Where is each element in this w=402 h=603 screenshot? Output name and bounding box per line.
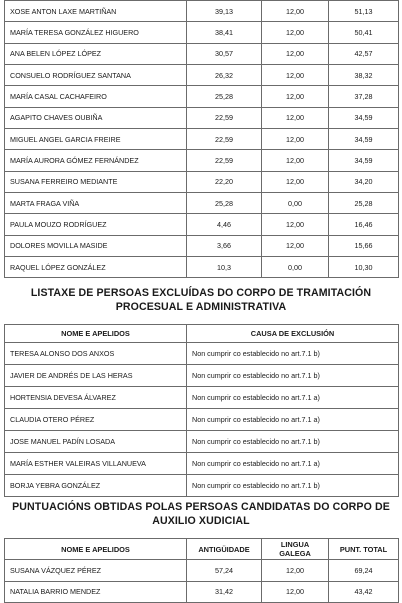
lingua-galega-value: 12,00 — [262, 235, 329, 256]
header-antiguidade: ANTIGÜIDADE — [187, 539, 262, 560]
candidate-name: MARÍA CASAL CACHAFEIRO — [5, 86, 187, 107]
scores-table-auxilio — [4, 538, 399, 603]
table-row — [5, 581, 399, 603]
lingua-galega-value: 12,00 — [262, 150, 329, 171]
exclusion-cause: Non cumprir co establecido no art.7.1 a) — [187, 387, 399, 409]
lingua-galega-value: 12,00 — [262, 129, 329, 150]
table-row — [5, 235, 399, 256]
antiguidade-value: 22,59 — [187, 107, 262, 128]
excluded-section-heading: LISTAXE DE PERSOAS EXCLUÍDAS DO CORPO DE TRAMITACIÓN PROCESUAL E ADMINISTRATIVA — [30, 287, 372, 313]
antiguidade-value: 22,59 — [187, 129, 262, 150]
excluded-table — [4, 324, 399, 497]
antiguidade-value: 4,46 — [187, 214, 262, 235]
antiguidade-value: 39,13 — [187, 1, 262, 22]
total-score-value: 38,32 — [329, 65, 399, 86]
table-row — [5, 1, 399, 22]
lingua-galega-value: 12,00 — [262, 560, 329, 582]
total-score-value: 50,41 — [329, 22, 399, 43]
lingua-galega-value: 12,00 — [262, 43, 329, 64]
table-row — [5, 431, 399, 453]
candidate-name: XOSE ANTON LAXE MARTIÑAN — [5, 1, 187, 22]
table-row — [5, 107, 399, 128]
table-row — [5, 129, 399, 150]
header-name: NOME E APELIDOS — [5, 325, 187, 343]
table-row — [5, 343, 399, 365]
lingua-galega-value: 12,00 — [262, 1, 329, 22]
candidate-name: MARÍA AURORA GÓMEZ FERNÁNDEZ — [5, 150, 187, 171]
antiguidade-value: 38,41 — [187, 22, 262, 43]
exclusion-cause: Non cumprir co establecido no art.7.1 a) — [187, 453, 399, 475]
total-score-value: 69,24 — [329, 560, 399, 582]
exclusion-cause: Non cumprir co establecido no art.7.1 b) — [187, 431, 399, 453]
table-row — [5, 560, 399, 582]
excluded-name: JOSE MANUEL PADÍN LOSADA — [5, 431, 187, 453]
candidate-name: MIGUEL ANGEL GARCIA FREIRE — [5, 129, 187, 150]
exclusion-cause: Non cumprir co establecido no art.7.1 b) — [187, 475, 399, 497]
total-score-value: 42,57 — [329, 43, 399, 64]
total-score-value: 16,46 — [329, 214, 399, 235]
table-row — [5, 365, 399, 387]
exclusion-cause: Non cumprir co establecido no art.7.1 b) — [187, 343, 399, 365]
candidate-name: PAULA MOUZO RODRÍGUEZ — [5, 214, 187, 235]
auxilio-table-body — [5, 560, 399, 603]
table-row — [5, 86, 399, 107]
total-score-value: 37,28 — [329, 86, 399, 107]
excluded-table-body — [5, 343, 399, 497]
total-score-value: 34,59 — [329, 107, 399, 128]
total-score-value: 51,13 — [329, 1, 399, 22]
lingua-galega-value: 12,00 — [262, 581, 329, 603]
excluded-table-header — [5, 325, 399, 343]
lingua-galega-value: 12,00 — [262, 107, 329, 128]
candidate-name: CONSUELO RODRÍGUEZ SANTANA — [5, 65, 187, 86]
candidate-name: DOLORES MOVILLA MASIDE — [5, 235, 187, 256]
lingua-galega-value: 12,00 — [262, 214, 329, 235]
excluded-name: JAVIER DE ANDRÉS DE LAS HERAS — [5, 365, 187, 387]
candidate-name: SUSANA VÁZQUEZ PÉREZ — [5, 560, 187, 582]
antiguidade-value: 31,42 — [187, 581, 262, 603]
antiguidade-value: 22,20 — [187, 171, 262, 192]
table-row — [5, 150, 399, 171]
total-score-value: 25,28 — [329, 193, 399, 214]
exclusion-cause: Non cumprir co establecido no art.7.1 b) — [187, 365, 399, 387]
excluded-name: HORTENSIA DEVESA ÁLVAREZ — [5, 387, 187, 409]
header-total: PUNT. TOTAL — [329, 539, 399, 560]
antiguidade-value: 30,57 — [187, 43, 262, 64]
candidate-name: MARÍA TERESA GONZÁLEZ HIGUERO — [5, 22, 187, 43]
lingua-galega-value: 12,00 — [262, 171, 329, 192]
auxilio-section-heading: PUNTUACIÓNS OBTIDAS POLAS PERSOAS CANDIDATAS DO CORPO DE AUXILIO XUDICIAL — [12, 501, 390, 527]
excluded-name: BORJA YEBRA GONZÁLEZ — [5, 475, 187, 497]
total-score-value: 34,59 — [329, 129, 399, 150]
lingua-galega-value: 12,00 — [262, 65, 329, 86]
total-score-value: 43,42 — [329, 581, 399, 603]
table-row — [5, 22, 399, 43]
scores-table-body — [5, 1, 399, 278]
antiguidade-value: 26,32 — [187, 65, 262, 86]
candidate-name: MARTA FRAGA VIÑA — [5, 193, 187, 214]
excluded-name: MARÍA ESTHER VALEIRAS VILLANUEVA — [5, 453, 187, 475]
table-row — [5, 214, 399, 235]
table-row — [5, 193, 399, 214]
antiguidade-value: 25,28 — [187, 193, 262, 214]
table-row — [5, 387, 399, 409]
header-exclusion-cause: CAUSA DE EXCLUSIÓN — [187, 325, 399, 343]
lingua-galega-value: 12,00 — [262, 22, 329, 43]
header-lingua-galega: LINGUA GALEGA — [262, 539, 329, 560]
header-name: NOME E APELIDOS — [5, 539, 187, 560]
lingua-galega-value: 0,00 — [262, 193, 329, 214]
lingua-galega-value: 0,00 — [262, 257, 329, 278]
candidate-name: AGAPITO CHAVES OUBIÑA — [5, 107, 187, 128]
candidate-name: SUSANA FERREIRO MEDIANTE — [5, 171, 187, 192]
table-row — [5, 257, 399, 278]
table-row — [5, 65, 399, 86]
candidate-name: ANA BELEN LÓPEZ LÓPEZ — [5, 43, 187, 64]
excluded-name: CLAUDIA OTERO PÉREZ — [5, 409, 187, 431]
auxilio-table-header — [5, 539, 399, 560]
antiguidade-value: 25,28 — [187, 86, 262, 107]
candidate-name: RAQUEL LÓPEZ GONZÁLEZ — [5, 257, 187, 278]
total-score-value: 15,66 — [329, 235, 399, 256]
total-score-value: 34,59 — [329, 150, 399, 171]
total-score-value: 34,20 — [329, 171, 399, 192]
antiguidade-value: 10,3 — [187, 257, 262, 278]
table-row — [5, 43, 399, 64]
table-row — [5, 171, 399, 192]
excluded-name: TERESA ALONSO DOS ANXOS — [5, 343, 187, 365]
candidate-name: NATALIA BARRIO MENDEZ — [5, 581, 187, 603]
exclusion-cause: Non cumprir co establecido no art.7.1 a) — [187, 409, 399, 431]
scores-table-tramitacion — [4, 0, 399, 278]
lingua-galega-value: 12,00 — [262, 86, 329, 107]
antiguidade-value: 57,24 — [187, 560, 262, 582]
table-row — [5, 475, 399, 497]
antiguidade-value: 22,59 — [187, 150, 262, 171]
antiguidade-value: 3,66 — [187, 235, 262, 256]
table-row — [5, 409, 399, 431]
total-score-value: 10,30 — [329, 257, 399, 278]
table-row — [5, 453, 399, 475]
